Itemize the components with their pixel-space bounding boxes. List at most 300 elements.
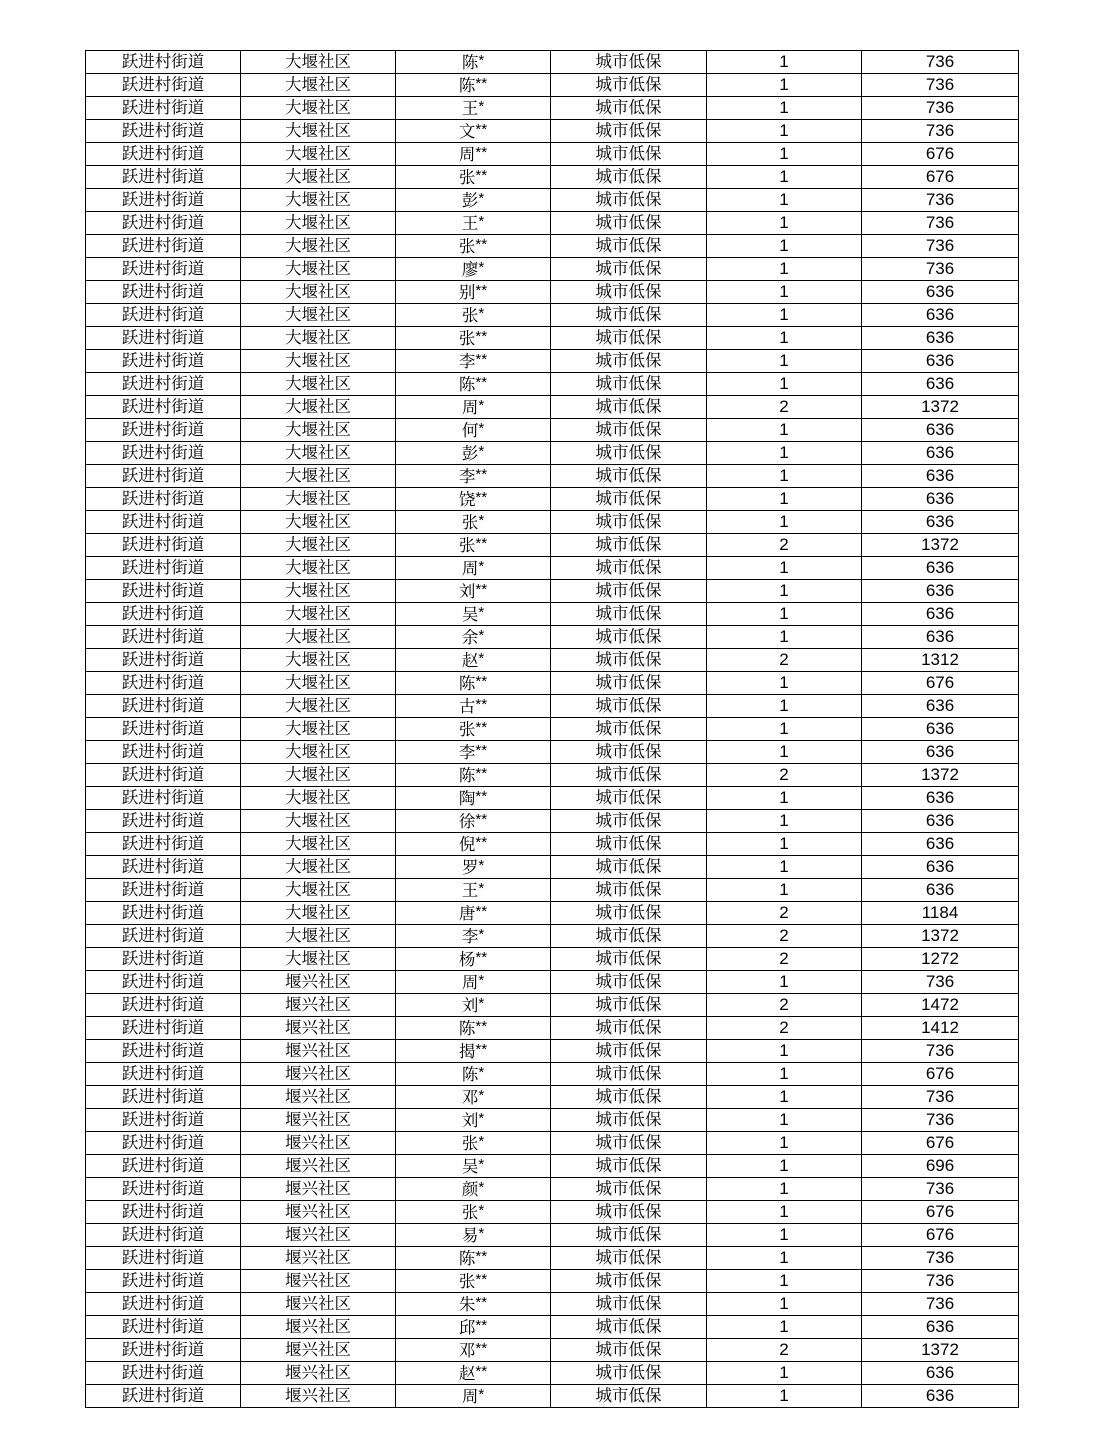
amount-cell: 636 [862,856,1019,879]
community-cell: 大堰社区 [241,281,396,304]
amount-cell: 636 [862,511,1019,534]
relief-list-table [85,50,1019,1408]
amount-cell: 736 [862,235,1019,258]
name-cell: 刘* [396,1109,551,1132]
household-size-cell: 1 [707,879,862,902]
name-cell: 廖* [396,258,551,281]
amount-cell: 676 [862,1063,1019,1086]
name-cell: 张* [396,1132,551,1155]
amount-cell: 1372 [862,925,1019,948]
community-cell: 大堰社区 [241,534,396,557]
street-cell: 跃进村街道 [86,787,241,810]
table-row [86,856,1019,879]
community-cell: 大堰社区 [241,603,396,626]
street-cell: 跃进村街道 [86,1017,241,1040]
category-cell: 城市低保 [551,787,707,810]
street-cell: 跃进村街道 [86,1040,241,1063]
category-cell: 城市低保 [551,626,707,649]
name-cell: 张* [396,304,551,327]
table-row [86,189,1019,212]
name-cell: 陈** [396,764,551,787]
category-cell: 城市低保 [551,1224,707,1247]
category-cell: 城市低保 [551,879,707,902]
amount-cell: 1372 [862,534,1019,557]
street-cell: 跃进村街道 [86,856,241,879]
community-cell: 大堰社区 [241,879,396,902]
name-cell: 朱** [396,1293,551,1316]
street-cell: 跃进村街道 [86,350,241,373]
table-row [86,1155,1019,1178]
category-cell: 城市低保 [551,557,707,580]
amount-cell: 736 [862,212,1019,235]
community-cell: 大堰社区 [241,120,396,143]
category-cell: 城市低保 [551,465,707,488]
table-row [86,281,1019,304]
name-cell: 陈* [396,1063,551,1086]
street-cell: 跃进村街道 [86,396,241,419]
street-cell: 跃进村街道 [86,810,241,833]
name-cell: 陈** [396,1247,551,1270]
name-cell: 张* [396,1201,551,1224]
community-cell: 大堰社区 [241,925,396,948]
table-row [86,1293,1019,1316]
amount-cell: 736 [862,1109,1019,1132]
name-cell: 刘* [396,994,551,1017]
category-cell: 城市低保 [551,649,707,672]
amount-cell: 736 [862,1293,1019,1316]
category-cell: 城市低保 [551,189,707,212]
table-row [86,97,1019,120]
category-cell: 城市低保 [551,994,707,1017]
category-cell: 城市低保 [551,971,707,994]
community-cell: 堰兴社区 [241,1270,396,1293]
table-row [86,1224,1019,1247]
name-cell: 陈** [396,1017,551,1040]
street-cell: 跃进村街道 [86,603,241,626]
community-cell: 大堰社区 [241,442,396,465]
household-size-cell: 1 [707,189,862,212]
table-row [86,580,1019,603]
community-cell: 堰兴社区 [241,1385,396,1408]
category-cell: 城市低保 [551,97,707,120]
community-cell: 大堰社区 [241,304,396,327]
amount-cell: 1272 [862,948,1019,971]
name-cell: 周* [396,557,551,580]
community-cell: 大堰社区 [241,718,396,741]
table-row [86,465,1019,488]
amount-cell: 636 [862,580,1019,603]
street-cell: 跃进村街道 [86,488,241,511]
category-cell: 城市低保 [551,442,707,465]
table-row [86,1339,1019,1362]
table-row [86,810,1019,833]
household-size-cell: 1 [707,327,862,350]
category-cell: 城市低保 [551,1339,707,1362]
household-size-cell: 1 [707,419,862,442]
name-cell: 唐** [396,902,551,925]
street-cell: 跃进村街道 [86,120,241,143]
community-cell: 大堰社区 [241,189,396,212]
household-size-cell: 1 [707,304,862,327]
street-cell: 跃进村街道 [86,1224,241,1247]
household-size-cell: 1 [707,442,862,465]
street-cell: 跃进村街道 [86,672,241,695]
amount-cell: 636 [862,1385,1019,1408]
category-cell: 城市低保 [551,833,707,856]
household-size-cell: 1 [707,1270,862,1293]
household-size-cell: 1 [707,1247,862,1270]
household-size-cell: 1 [707,1086,862,1109]
name-cell: 揭** [396,1040,551,1063]
category-cell: 城市低保 [551,1316,707,1339]
community-cell: 大堰社区 [241,465,396,488]
table-row [86,304,1019,327]
street-cell: 跃进村街道 [86,1247,241,1270]
household-size-cell: 1 [707,1155,862,1178]
table-row [86,350,1019,373]
amount-cell: 676 [862,1201,1019,1224]
category-cell: 城市低保 [551,1086,707,1109]
street-cell: 跃进村街道 [86,1270,241,1293]
street-cell: 跃进村街道 [86,1201,241,1224]
street-cell: 跃进村街道 [86,764,241,787]
category-cell: 城市低保 [551,672,707,695]
category-cell: 城市低保 [551,350,707,373]
table-row [86,1017,1019,1040]
community-cell: 堰兴社区 [241,1063,396,1086]
household-size-cell: 2 [707,396,862,419]
table-body [86,51,1019,1408]
category-cell: 城市低保 [551,1063,707,1086]
street-cell: 跃进村街道 [86,373,241,396]
street-cell: 跃进村街道 [86,557,241,580]
household-size-cell: 1 [707,1178,862,1201]
street-cell: 跃进村街道 [86,212,241,235]
community-cell: 大堰社区 [241,557,396,580]
table-row [86,1086,1019,1109]
community-cell: 堰兴社区 [241,1040,396,1063]
name-cell: 倪** [396,833,551,856]
community-cell: 大堰社区 [241,948,396,971]
table-row [86,1063,1019,1086]
street-cell: 跃进村街道 [86,994,241,1017]
community-cell: 大堰社区 [241,373,396,396]
community-cell: 大堰社区 [241,235,396,258]
name-cell: 罗* [396,856,551,879]
table-row [86,833,1019,856]
community-cell: 大堰社区 [241,787,396,810]
street-cell: 跃进村街道 [86,327,241,350]
name-cell: 张** [396,327,551,350]
name-cell: 吴* [396,1155,551,1178]
household-size-cell: 1 [707,488,862,511]
category-cell: 城市低保 [551,120,707,143]
amount-cell: 736 [862,1086,1019,1109]
household-size-cell: 1 [707,1109,862,1132]
household-size-cell: 1 [707,143,862,166]
category-cell: 城市低保 [551,925,707,948]
street-cell: 跃进村街道 [86,97,241,120]
name-cell: 何* [396,419,551,442]
street-cell: 跃进村街道 [86,971,241,994]
amount-cell: 636 [862,557,1019,580]
name-cell: 陈** [396,74,551,97]
category-cell: 城市低保 [551,580,707,603]
amount-cell: 636 [862,442,1019,465]
household-size-cell: 1 [707,1201,862,1224]
amount-cell: 736 [862,51,1019,74]
amount-cell: 636 [862,741,1019,764]
table-row [86,879,1019,902]
street-cell: 跃进村街道 [86,1339,241,1362]
name-cell: 杨** [396,948,551,971]
category-cell: 城市低保 [551,74,707,97]
table-row [86,787,1019,810]
category-cell: 城市低保 [551,373,707,396]
household-size-cell: 1 [707,511,862,534]
amount-cell: 1372 [862,396,1019,419]
name-cell: 赵** [396,1362,551,1385]
community-cell: 大堰社区 [241,649,396,672]
amount-cell: 736 [862,1270,1019,1293]
name-cell: 张** [396,166,551,189]
amount-cell: 636 [862,695,1019,718]
name-cell: 王* [396,97,551,120]
street-cell: 跃进村街道 [86,419,241,442]
community-cell: 大堰社区 [241,695,396,718]
community-cell: 堰兴社区 [241,971,396,994]
street-cell: 跃进村街道 [86,1109,241,1132]
table-row [86,1362,1019,1385]
community-cell: 堰兴社区 [241,1155,396,1178]
amount-cell: 636 [862,465,1019,488]
category-cell: 城市低保 [551,281,707,304]
household-size-cell: 1 [707,787,862,810]
amount-cell: 736 [862,971,1019,994]
amount-cell: 636 [862,787,1019,810]
community-cell: 堰兴社区 [241,1316,396,1339]
amount-cell: 736 [862,97,1019,120]
category-cell: 城市低保 [551,1109,707,1132]
name-cell: 周* [396,971,551,994]
amount-cell: 636 [862,327,1019,350]
community-cell: 大堰社区 [241,258,396,281]
household-size-cell: 2 [707,534,862,557]
community-cell: 大堰社区 [241,626,396,649]
amount-cell: 1312 [862,649,1019,672]
category-cell: 城市低保 [551,1040,707,1063]
street-cell: 跃进村街道 [86,1293,241,1316]
name-cell: 张* [396,511,551,534]
household-size-cell: 1 [707,97,862,120]
household-size-cell: 1 [707,626,862,649]
street-cell: 跃进村街道 [86,143,241,166]
name-cell: 张** [396,534,551,557]
name-cell: 李** [396,465,551,488]
name-cell: 邓** [396,1339,551,1362]
table-row [86,534,1019,557]
name-cell: 吴* [396,603,551,626]
amount-cell: 636 [862,350,1019,373]
household-size-cell: 1 [707,833,862,856]
table-row [86,1270,1019,1293]
table-row [86,51,1019,74]
household-size-cell: 2 [707,948,862,971]
household-size-cell: 2 [707,649,862,672]
household-size-cell: 1 [707,1385,862,1408]
community-cell: 堰兴社区 [241,1178,396,1201]
table-row [86,74,1019,97]
street-cell: 跃进村街道 [86,281,241,304]
street-cell: 跃进村街道 [86,166,241,189]
category-cell: 城市低保 [551,741,707,764]
amount-cell: 636 [862,419,1019,442]
community-cell: 大堰社区 [241,511,396,534]
community-cell: 堰兴社区 [241,1224,396,1247]
table-row [86,488,1019,511]
amount-cell: 736 [862,189,1019,212]
amount-cell: 676 [862,672,1019,695]
category-cell: 城市低保 [551,718,707,741]
amount-cell: 676 [862,1224,1019,1247]
table-row [86,1201,1019,1224]
category-cell: 城市低保 [551,304,707,327]
name-cell: 彭* [396,189,551,212]
name-cell: 余* [396,626,551,649]
street-cell: 跃进村街道 [86,580,241,603]
category-cell: 城市低保 [551,1178,707,1201]
category-cell: 城市低保 [551,212,707,235]
table-row [86,626,1019,649]
household-size-cell: 1 [707,856,862,879]
category-cell: 城市低保 [551,143,707,166]
community-cell: 大堰社区 [241,419,396,442]
category-cell: 城市低保 [551,1385,707,1408]
table-row [86,143,1019,166]
household-size-cell: 1 [707,120,862,143]
category-cell: 城市低保 [551,1293,707,1316]
table-row [86,902,1019,925]
street-cell: 跃进村街道 [86,189,241,212]
table-row [86,1109,1019,1132]
category-cell: 城市低保 [551,948,707,971]
street-cell: 跃进村街道 [86,1063,241,1086]
table-row [86,557,1019,580]
amount-cell: 1472 [862,994,1019,1017]
street-cell: 跃进村街道 [86,1132,241,1155]
community-cell: 堰兴社区 [241,1201,396,1224]
household-size-cell: 1 [707,1132,862,1155]
street-cell: 跃进村街道 [86,948,241,971]
table-row [86,1178,1019,1201]
community-cell: 大堰社区 [241,833,396,856]
category-cell: 城市低保 [551,534,707,557]
household-size-cell: 1 [707,74,862,97]
table-row [86,120,1019,143]
street-cell: 跃进村街道 [86,74,241,97]
amount-cell: 736 [862,1247,1019,1270]
table-row [86,718,1019,741]
table-row [86,166,1019,189]
category-cell: 城市低保 [551,166,707,189]
amount-cell: 1184 [862,902,1019,925]
community-cell: 大堰社区 [241,212,396,235]
name-cell: 李** [396,350,551,373]
street-cell: 跃进村街道 [86,1178,241,1201]
table-row [86,235,1019,258]
amount-cell: 636 [862,488,1019,511]
name-cell: 李** [396,741,551,764]
table-row [86,971,1019,994]
community-cell: 大堰社区 [241,74,396,97]
table-row [86,948,1019,971]
table-row [86,672,1019,695]
community-cell: 大堰社区 [241,810,396,833]
category-cell: 城市低保 [551,1362,707,1385]
name-cell: 古** [396,695,551,718]
street-cell: 跃进村街道 [86,1362,241,1385]
table-row [86,1247,1019,1270]
table-row [86,442,1019,465]
category-cell: 城市低保 [551,1017,707,1040]
name-cell: 易* [396,1224,551,1247]
table-row [86,373,1019,396]
amount-cell: 736 [862,258,1019,281]
category-cell: 城市低保 [551,51,707,74]
community-cell: 堰兴社区 [241,1017,396,1040]
community-cell: 大堰社区 [241,580,396,603]
community-cell: 堰兴社区 [241,1293,396,1316]
household-size-cell: 1 [707,51,862,74]
name-cell: 徐** [396,810,551,833]
table-row [86,764,1019,787]
household-size-cell: 1 [707,695,862,718]
community-cell: 大堰社区 [241,51,396,74]
amount-cell: 1372 [862,764,1019,787]
household-size-cell: 1 [707,557,862,580]
street-cell: 跃进村街道 [86,1316,241,1339]
category-cell: 城市低保 [551,1155,707,1178]
household-size-cell: 1 [707,235,862,258]
amount-cell: 636 [862,603,1019,626]
household-size-cell: 1 [707,281,862,304]
table-row [86,1385,1019,1408]
community-cell: 堰兴社区 [241,1247,396,1270]
community-cell: 大堰社区 [241,488,396,511]
table-row [86,396,1019,419]
name-cell: 饶** [396,488,551,511]
name-cell: 王* [396,212,551,235]
name-cell: 王* [396,879,551,902]
name-cell: 邓* [396,1086,551,1109]
amount-cell: 736 [862,74,1019,97]
amount-cell: 636 [862,281,1019,304]
table-row [86,419,1019,442]
community-cell: 大堰社区 [241,672,396,695]
street-cell: 跃进村街道 [86,833,241,856]
community-cell: 大堰社区 [241,741,396,764]
amount-cell: 636 [862,1316,1019,1339]
table-row [86,511,1019,534]
street-cell: 跃进村街道 [86,1086,241,1109]
household-size-cell: 2 [707,764,862,787]
table-row [86,925,1019,948]
table-row [86,603,1019,626]
community-cell: 大堰社区 [241,166,396,189]
street-cell: 跃进村街道 [86,235,241,258]
household-size-cell: 1 [707,212,862,235]
category-cell: 城市低保 [551,856,707,879]
